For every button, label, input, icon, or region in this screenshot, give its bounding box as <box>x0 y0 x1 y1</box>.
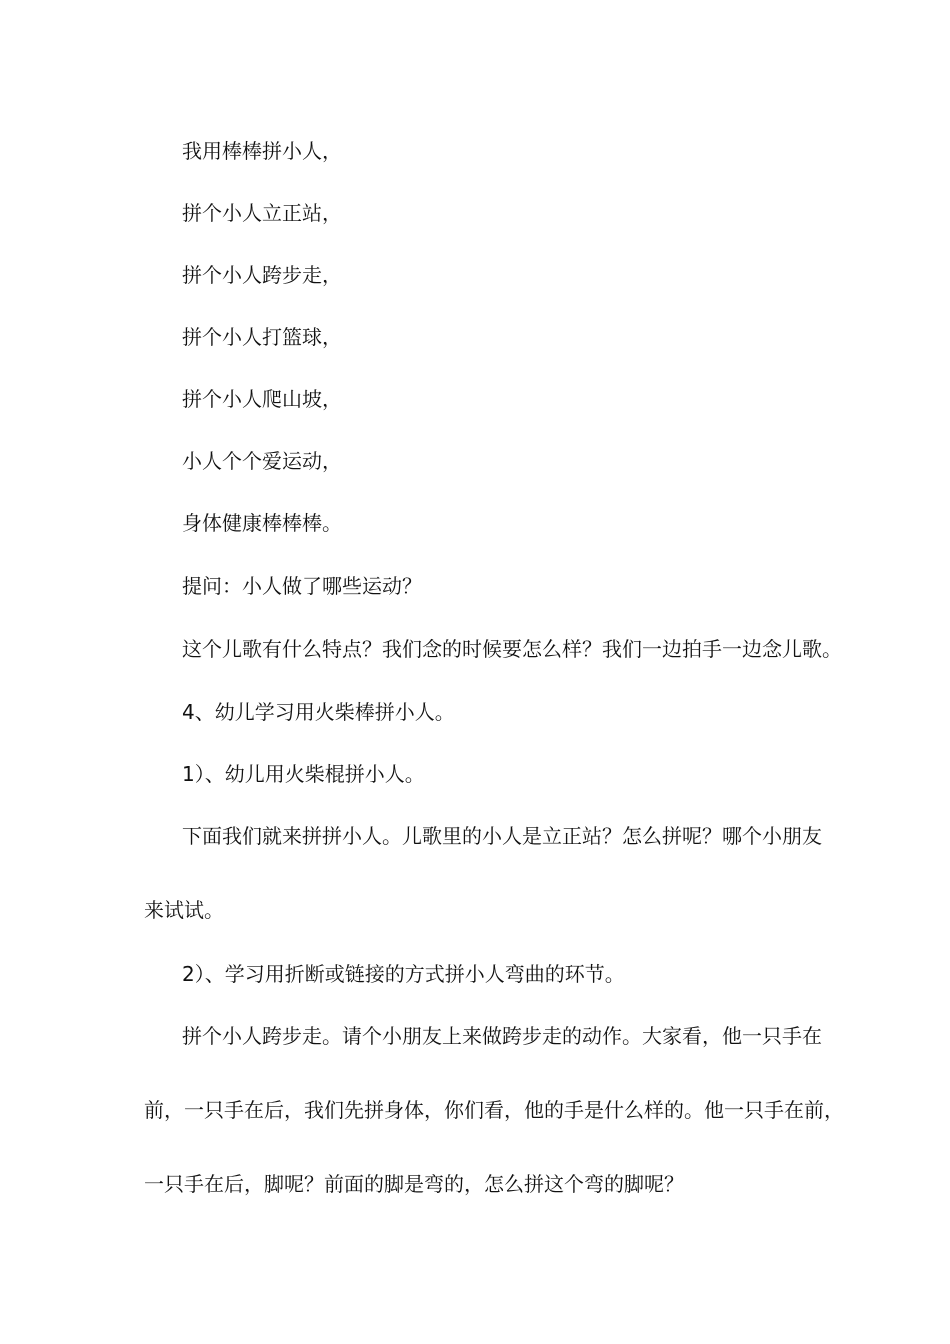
poem-line-2: 拼个小人立正站， <box>182 201 342 225</box>
paragraph-line: 下面我们就来拼拼小人。儿歌里的小人是立正站？怎么拼呢？哪个小朋友 <box>182 824 822 848</box>
poem-line-1: 我用棒棒拼小人， <box>182 139 342 163</box>
question-line: 提问：小人做了哪些运动？ <box>182 574 422 598</box>
poem-line-3: 拼个小人跨步走， <box>182 263 342 287</box>
poem-line-5: 拼个小人爬山坡， <box>182 387 342 411</box>
paragraph-line: 这个儿歌有什么特点？我们念的时候要怎么样？我们一边拍手一边念儿歌。 <box>182 637 842 661</box>
paragraph-line: 来试试。 <box>144 898 224 922</box>
poem-line-7: 身体健康棒棒棒。 <box>182 511 342 535</box>
poem-line-6: 小人个个爱运动， <box>182 449 342 473</box>
paragraph-line: 拼个小人跨步走。请个小朋友上来做跨步走的动作。大家看，他一只手在 <box>182 1024 822 1048</box>
subsection-heading: 1）、幼儿用火柴棍拼小人。 <box>182 762 425 786</box>
paragraph-line: 前，一只手在后，我们先拼身体，你们看，他的手是什么样的。他一只手在前， <box>144 1098 844 1122</box>
poem-line-4: 拼个小人打篮球， <box>182 325 342 349</box>
section-heading: 4、幼儿学习用火柴棒拼小人。 <box>182 700 455 724</box>
subsection-heading: 2）、学习用折断或链接的方式拼小人弯曲的环节。 <box>182 962 625 986</box>
paragraph-line: 一只手在后，脚呢？前面的脚是弯的，怎么拼这个弯的脚呢？ <box>144 1172 684 1196</box>
